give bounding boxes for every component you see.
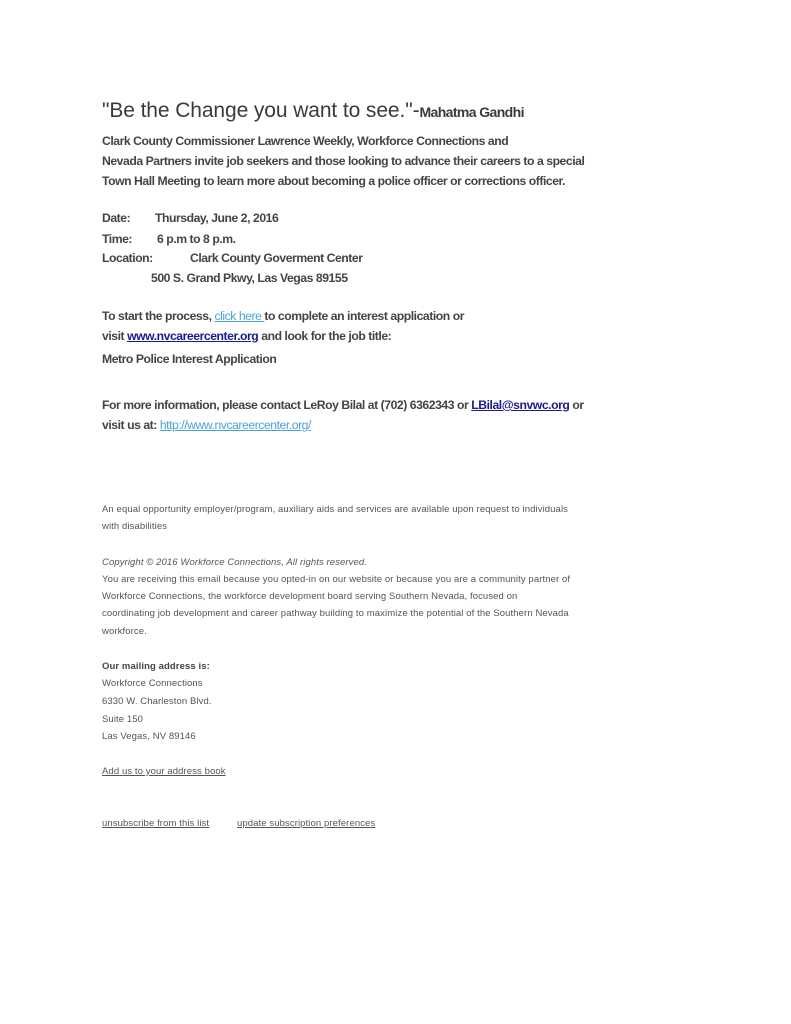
intro-line: Town Hall Meeting to learn more about becoming a police officer or corrections officer. [102,174,566,188]
mailing-address-line: Suite 150 [102,714,144,725]
unsubscribe-link[interactable]: unsubscribe from this list [102,818,210,829]
mailing-address-line: Workforce Connections [102,678,203,689]
start-process-line [102,309,464,323]
career-center-link[interactable]: www.nvcareercenter.org [127,329,259,343]
copyright-text: Copyright © 2016 Workforce Connections, All rights reserved. [102,557,368,568]
website-link[interactable]: http://www.nvcareercenter.org/ [159,418,311,432]
intro-line: Clark County Commissioner Lawrence Weekly, Workforce Connections and [102,134,509,148]
update-preferences-link[interactable]: update subscription preferences [237,818,376,829]
visit-us-prefix: visit us at: [102,418,160,432]
opt-in-reason-text: workforce. [102,626,147,637]
email-link[interactable]: LBilal@snvwc.org [471,398,570,412]
unsubscribe-container [102,818,209,829]
date-label: Date: [102,211,131,225]
contact-line [102,398,584,412]
mailing-address-line: Las Vegas, NV 89146 [102,731,196,742]
mailing-address-heading: Our mailing address is: [102,661,210,672]
add-address-book-link[interactable]: Add us to your address book [102,766,226,777]
click-here-link[interactable]: click here [214,309,265,323]
location-label: Location: [102,251,153,265]
quote-author: Mahatma Gandhi [419,104,524,120]
job-title: Metro Police Interest Application [102,352,277,366]
opt-in-reason-text: You are receiving this email because you opted-in on our website or because you are a community partner of [102,574,571,585]
location-value: Clark County Goverment Center [190,251,363,265]
update-preferences-container [237,818,375,829]
date-value: Thursday, June 2, 2016 [155,211,279,225]
visit-us-line [102,418,311,432]
equal-opportunity-text: with disabilities [102,521,168,532]
time-label: Time: [102,232,133,246]
intro-line: Nevada Partners invite job seekers and those looking to advance their careers to a special [102,154,585,168]
opt-in-reason-text: coordinating job development and career pathway building to maximize the potential of the Southern Nevada [102,608,569,619]
address-value: 500 S. Grand Pkwy, Las Vegas 89155 [151,271,348,285]
start-prefix: To start the process, [102,309,215,323]
contact-suffix: or [569,398,584,412]
contact-prefix: For more information, please contact LeRoy Bilal at (702) 6362343 or [102,398,472,412]
start-suffix: to complete an interest application or [264,309,464,323]
visit-site-line [102,329,391,343]
quote-text: "Be the Change you want to see."- [102,99,420,122]
opt-in-reason-text: Workforce Connections, the workforce development board serving Southern Nevada, focused on [102,591,518,602]
equal-opportunity-text: An equal opportunity employer/program, auxiliary aids and services are available upon request to individuals [102,504,569,515]
quote-heading [102,99,524,123]
visit-suffix: and look for the job title: [258,329,392,343]
mailing-address-line: 6330 W. Charleston Blvd. [102,696,212,707]
add-address-book-container [102,766,226,777]
visit-prefix: visit [102,329,128,343]
time-value: 6 p.m to 8 p.m. [157,232,236,246]
